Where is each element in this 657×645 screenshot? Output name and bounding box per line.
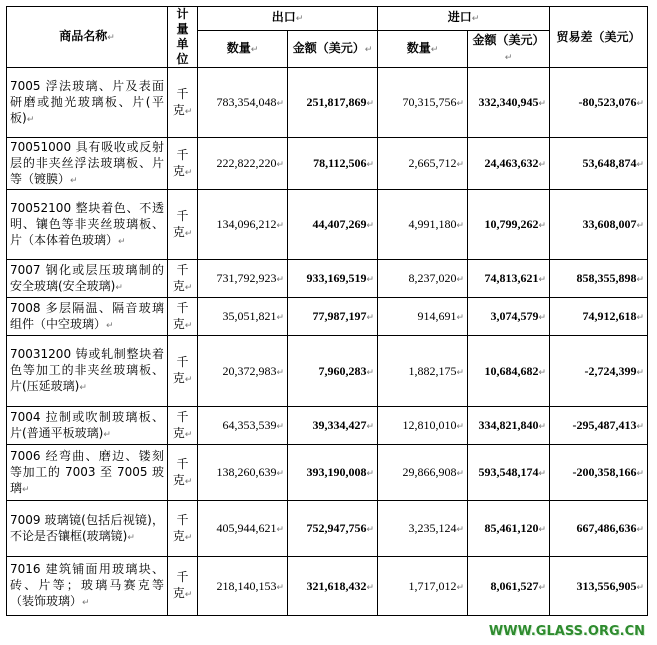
- trade-balance: 53,648,874↵: [550, 138, 648, 190]
- product-name: 7009 玻璃镜(包括后视镜)，不论是否镶框(玻璃镜)↵: [7, 501, 168, 557]
- import-quantity: 29,866,908↵: [378, 445, 468, 501]
- table-row: [7, 298, 648, 336]
- trade-balance: 858,355,898↵: [550, 260, 648, 298]
- trade-balance: -80,523,076↵: [550, 68, 648, 138]
- import-quantity: 1,882,175↵: [378, 336, 468, 407]
- export-amount: 44,407,269↵: [288, 190, 378, 260]
- product-name: 70052100 整块着色、不透明、镶色等非夹丝玻璃板、片（本体着色玻璃）↵: [7, 190, 168, 260]
- product-name: 7007 钢化或层压玻璃制的安全玻璃(安全玻璃)↵: [7, 260, 168, 298]
- export-quantity: 731,792,923↵: [198, 260, 288, 298]
- export-amount: 7,960,283↵: [288, 336, 378, 407]
- unit-cell: 千克↵: [168, 298, 198, 336]
- export-amount: 393,190,008↵: [288, 445, 378, 501]
- import-amount: 74,813,621↵: [468, 260, 550, 298]
- import-amount: 593,548,174↵: [468, 445, 550, 501]
- export-amount: 39,334,427↵: [288, 407, 378, 445]
- table-row: [7, 407, 648, 445]
- unit-cell: 千克↵: [168, 260, 198, 298]
- import-quantity: 8,237,020↵: [378, 260, 468, 298]
- import-amount: 332,340,945↵: [468, 68, 550, 138]
- export-amount: 77,987,197↵: [288, 298, 378, 336]
- import-amount: 10,684,682↵: [468, 336, 550, 407]
- export-quantity: 405,944,621↵: [198, 501, 288, 557]
- header-import: 进口↵: [378, 7, 550, 31]
- import-quantity: 3,235,124↵: [378, 501, 468, 557]
- import-amount: 8,061,527↵: [468, 557, 550, 616]
- product-name: 7006 经弯曲、磨边、镂刻等加工的 7003 至 7005 玻璃↵: [7, 445, 168, 501]
- unit-cell: 千克↵: [168, 190, 198, 260]
- import-quantity: 70,315,756↵: [378, 68, 468, 138]
- export-quantity: 64,353,539↵: [198, 407, 288, 445]
- export-amount: 933,169,519↵: [288, 260, 378, 298]
- table-row: [7, 336, 648, 407]
- import-amount: 85,461,120↵: [468, 501, 550, 557]
- header-unit: 计量单位: [168, 7, 198, 68]
- import-quantity: 1,717,012↵: [378, 557, 468, 616]
- export-quantity: 783,354,048↵: [198, 68, 288, 138]
- header-balance: 贸易差（美元）: [550, 7, 648, 68]
- unit-cell: 千克↵: [168, 336, 198, 407]
- export-quantity: 20,372,983↵: [198, 336, 288, 407]
- header-export-qty: 数量↵: [198, 30, 288, 67]
- trade-balance: 313,556,905↵: [550, 557, 648, 616]
- import-amount: 24,463,632↵: [468, 138, 550, 190]
- unit-cell: 千克↵: [168, 557, 198, 616]
- unit-cell: 千克↵: [168, 138, 198, 190]
- header-export-amount: 金额（美元）↵: [288, 30, 378, 67]
- export-quantity: 35,051,821↵: [198, 298, 288, 336]
- table-row: [7, 260, 648, 298]
- import-quantity: 2,665,712↵: [378, 138, 468, 190]
- import-quantity: 4,991,180↵: [378, 190, 468, 260]
- product-name: 7008 多层隔温、隔音玻璃组件（中空玻璃）↵: [7, 298, 168, 336]
- product-name: 7004 拉制或吹制玻璃板、片(普通平板玻璃)↵: [7, 407, 168, 445]
- export-amount: 321,618,432↵: [288, 557, 378, 616]
- import-quantity: 914,691↵: [378, 298, 468, 336]
- import-quantity: 12,810,010↵: [378, 407, 468, 445]
- product-name: 7005 浮法玻璃、片及表面研磨或抛光玻璃板、片(平板)↵: [7, 68, 168, 138]
- product-name: 70051000 具有吸收或反射层的非夹丝浮法玻璃板、片等（镀膜）↵: [7, 138, 168, 190]
- import-amount: 334,821,840↵: [468, 407, 550, 445]
- unit-cell: 千克↵: [168, 407, 198, 445]
- table-row: [7, 138, 648, 190]
- trade-balance: -2,724,399↵: [550, 336, 648, 407]
- table-row: [7, 68, 648, 138]
- trade-balance: -200,358,166↵: [550, 445, 648, 501]
- product-name: 70031200 铸或轧制整块着色等加工的非夹丝玻璃板、片(压延玻璃)↵: [7, 336, 168, 407]
- table-row: [7, 445, 648, 501]
- table-row: [7, 557, 648, 616]
- unit-cell: 千克↵: [168, 501, 198, 557]
- import-amount: 10,799,262↵: [468, 190, 550, 260]
- export-quantity: 222,822,220↵: [198, 138, 288, 190]
- export-amount: 752,947,756↵: [288, 501, 378, 557]
- header-import-amount: 金额（美元）↵: [468, 30, 550, 67]
- import-amount: 3,074,579↵: [468, 298, 550, 336]
- export-quantity: 134,096,212↵: [198, 190, 288, 260]
- export-amount: 251,817,869↵: [288, 68, 378, 138]
- header-export: 出口↵: [198, 7, 378, 31]
- unit-cell: 千克↵: [168, 68, 198, 138]
- export-quantity: 138,260,639↵: [198, 445, 288, 501]
- table-row: [7, 190, 648, 260]
- export-quantity: 218,140,153↵: [198, 557, 288, 616]
- trade-balance: 667,486,636↵: [550, 501, 648, 557]
- unit-cell: 千克↵: [168, 445, 198, 501]
- header-name: 商品名称↵: [7, 7, 168, 68]
- trade-balance: 74,912,618↵: [550, 298, 648, 336]
- table-row: [7, 501, 648, 557]
- header-import-qty: 数量↵: [378, 30, 468, 67]
- trade-table: [6, 6, 648, 616]
- trade-balance: -295,487,413↵: [550, 407, 648, 445]
- site-watermark: WWW.GLASS.ORG.CN: [488, 624, 645, 639]
- product-name: 7016 建筑铺面用玻璃块、砖、片等；玻璃马赛克等（装饰玻璃）↵: [7, 557, 168, 616]
- export-amount: 78,112,506↵: [288, 138, 378, 190]
- trade-balance: 33,608,007↵: [550, 190, 648, 260]
